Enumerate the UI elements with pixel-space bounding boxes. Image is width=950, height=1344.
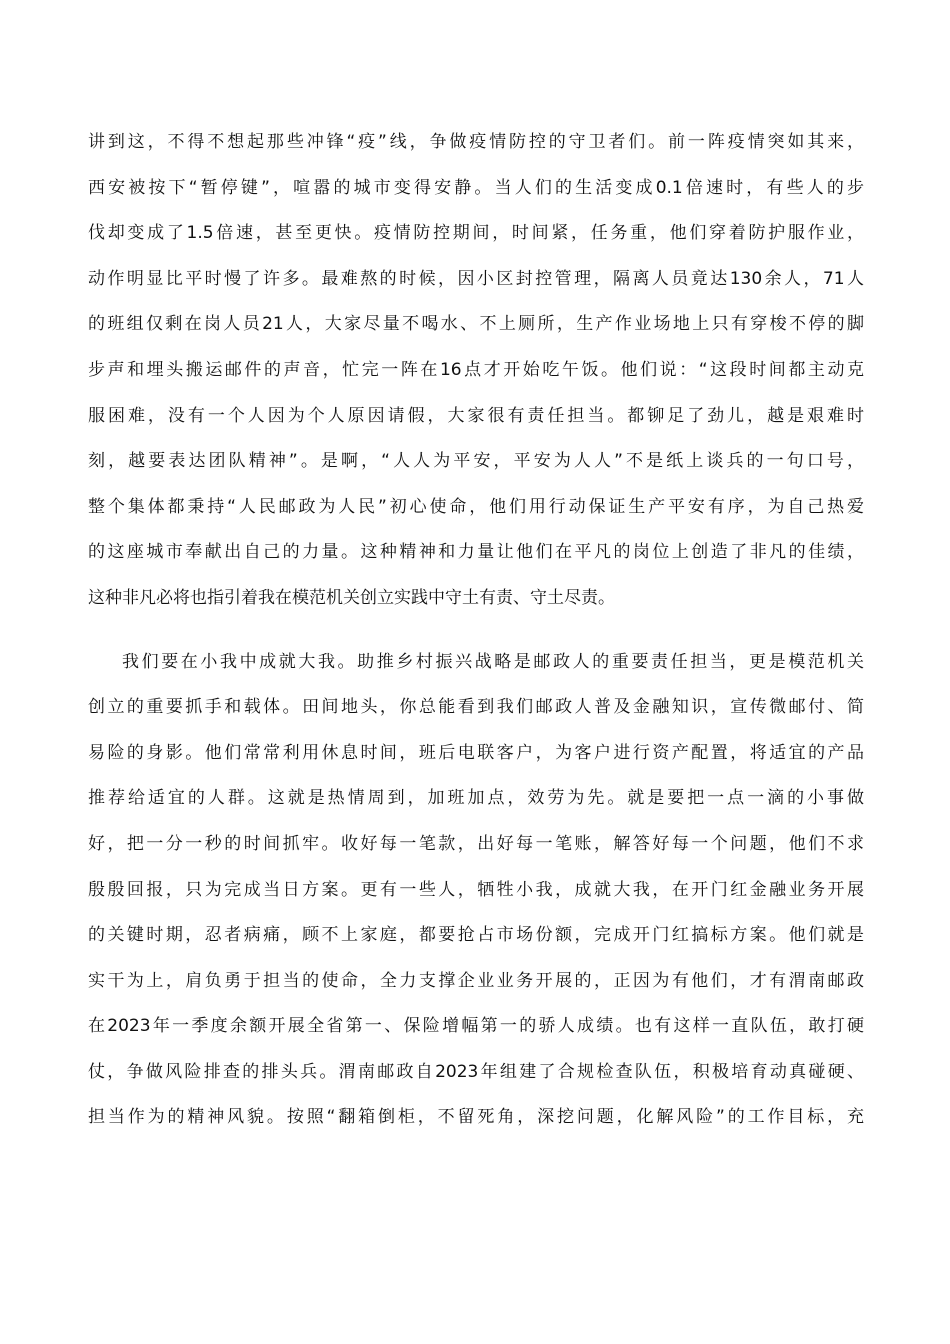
text-line: 殷殷回报，只为完成当日方案。更有一些人，牺牲小我，成就大我，在开门红金融业务开展 (88, 879, 864, 900)
text-line: 伐却变成了1.5倍速，甚至更快。疫情防控期间，时间紧，任务重，他们穿着防护服作业， (88, 223, 864, 244)
text-line: 实干为上，肩负勇于担当的使命，全力支撑企业业务开展的，正因为有他们，才有渭南邮政 (88, 970, 864, 991)
text-line: 的班组仅剩在岗人员21人，大家尽量不喝水、不上厕所，生产作业场地上只有穿梭不停的脚 (88, 314, 864, 335)
text-line: 易险的身影。他们常常利用休息时间，班后电联客户，为客户进行资产配置，将适宜的产品 (88, 742, 864, 763)
text-line: 动作明显比平时慢了许多。最难熬的时候，因小区封控管理，隔离人员竟达130余人，71人 (88, 268, 864, 289)
text-line: 担当作为的精神风貌。按照“翻箱倒柜，不留死角，深挖问题，化解风险”的工作目标，充 (88, 1107, 864, 1128)
text-line: 我们要在小我中成就大我。助推乡村振兴战略是邮政人的重要责任担当，更是模范机关 (122, 651, 864, 672)
text-line: 整个集体都秉持“人民邮政为人民”初心使命，他们用行动保证生产平安有序，为自己热爱 (88, 496, 864, 517)
text-line: 讲到这，不得不想起那些冲锋“疫”线，争做疫情防控的守卫者们。前一阵疫情突如其来， (88, 132, 864, 152)
text-line: 仗，争做风险排查的排头兵。渭南邮政自2023年组建了合规检查队伍，积极培育动真碰硬、 (88, 1061, 864, 1082)
paragraph-small-self-big-self (88, 640, 864, 1142)
text-line: 服困难，没有一个人因为个人原因请假，大家很有责任担当。都铆足了劲儿，越是艰难时 (88, 405, 864, 426)
text-line: 西安被按下“暂停键”，喧嚣的城市变得安静。当人们的生活变成0.1倍速时，有些人的步 (88, 177, 864, 198)
text-line: 这种非凡必将也指引着我在模范机关创立实践中守土有责、守土尽责。 (88, 587, 615, 608)
document-body (88, 120, 864, 1141)
text-line: 刻，越要表达团队精神”。是啊，“人人为平安，平安为人人”不是纸上谈兵的一句口号， (88, 451, 864, 472)
paragraph-epidemic-guardians (88, 120, 864, 622)
paragraph-spacer (88, 622, 864, 640)
text-line: 的关键时期，忍者病痛，顾不上家庭，都要抢占市场份额，完成开门红搞标方案。他们就是 (88, 925, 864, 946)
text-line: 在2023年一季度余额开展全省第一、保险增幅第一的骄人成绩。也有这样一直队伍，敢打硬 (88, 1016, 864, 1037)
text-line: 的这座城市奉献出自己的力量。这种精神和力量让他们在平凡的岗位上创造了非凡的佳绩， (88, 542, 864, 563)
text-line: 创立的重要抓手和载体。田间地头，你总能看到我们邮政人普及金融知识，宣传微邮付、简 (88, 697, 864, 718)
text-line: 好，把一分一秒的时间抓牢。收好每一笔款，出好每一笔账，解答好每一个问题，他们不求 (88, 833, 864, 854)
text-line: 步声和埋头搬运邮件的声音，忙完一阵在16点才开始吃午饭。他们说：“这段时间都主动克 (88, 359, 864, 380)
text-line: 推荐给适宜的人群。这就是热情周到，加班加点，效劳为先。就是要把一点一滴的小事做 (88, 788, 864, 809)
